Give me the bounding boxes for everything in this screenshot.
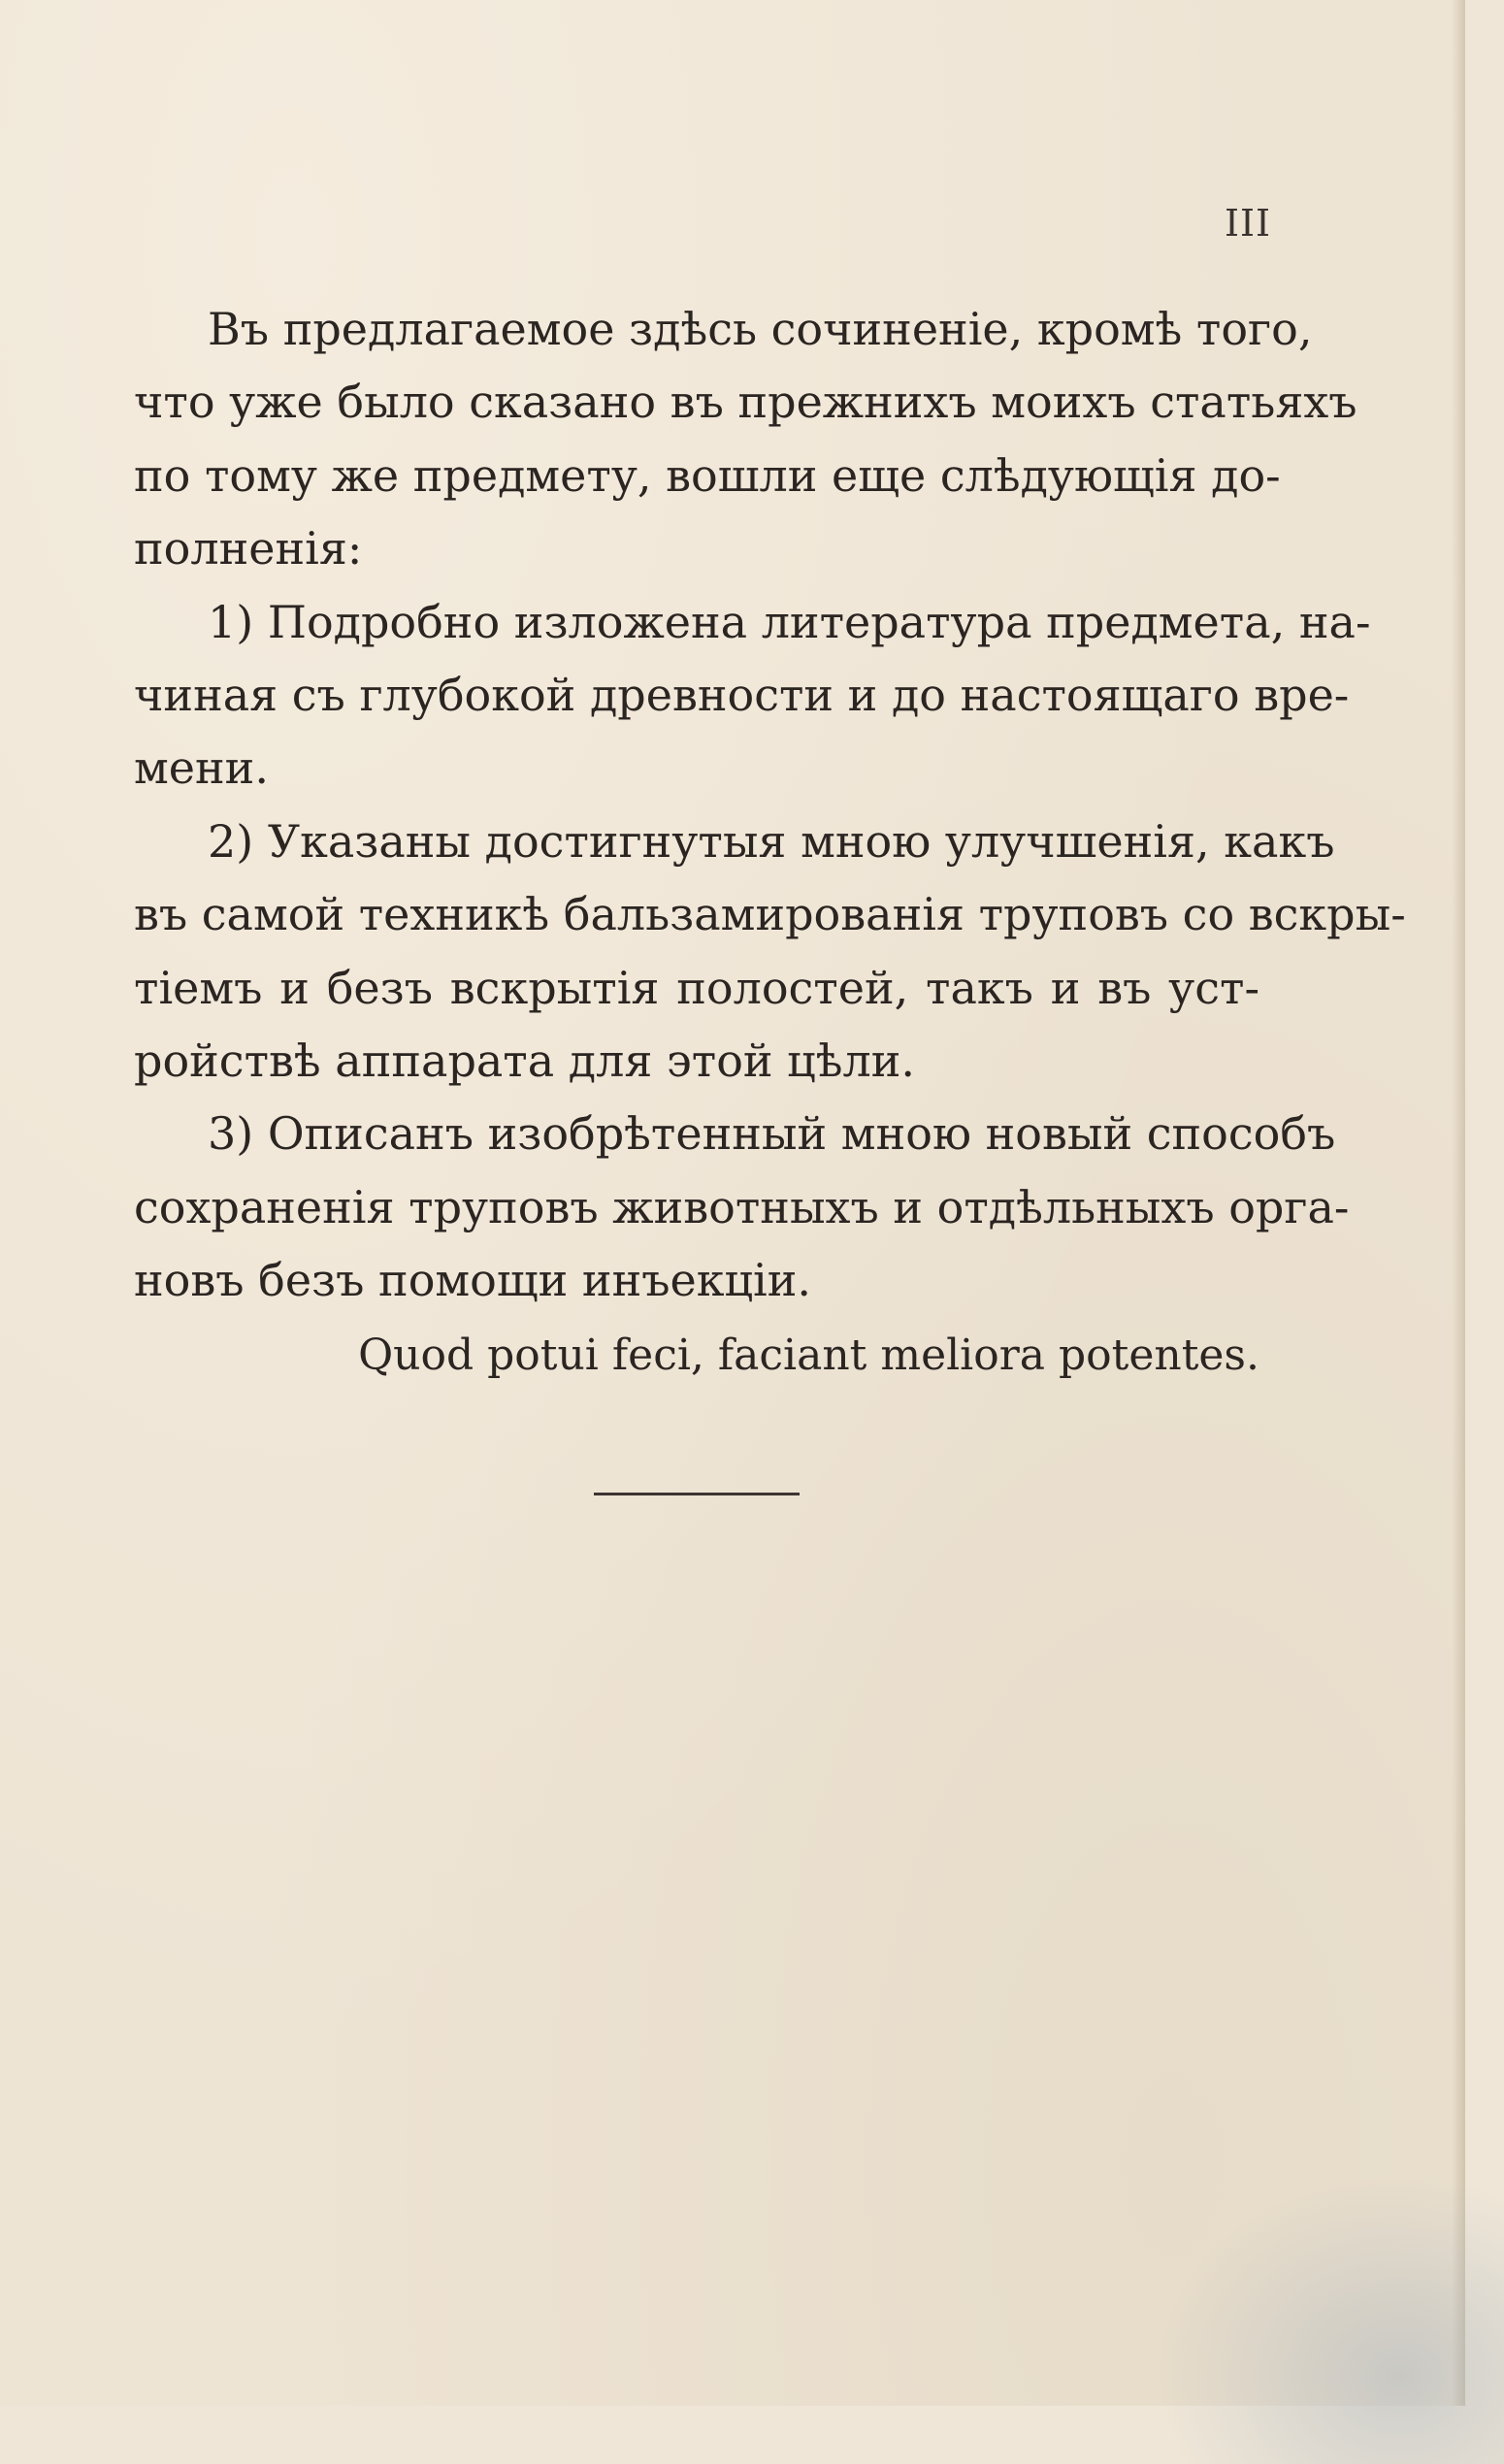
paragraph-4-line-2: сохраненія труповъ животныхъ и отдѣльныхъ орга- (134, 1180, 1350, 1233)
page-number: III (1225, 202, 1272, 245)
paragraph-3-line-1: 2) Указаны достигнутыя мною улучшенія, какъ (208, 814, 1335, 868)
latin-motto: Quod potui feci, faciant meliora potentes. (358, 1331, 1259, 1381)
body-text (134, 293, 1406, 1392)
paragraph-3-line-3: тіемъ и безъ вскрытія полостей, такъ и въ уст- (134, 961, 1259, 1014)
paragraph-1-line-2: что уже было сказано въ прежнихъ моихъ статьяхъ (134, 376, 1357, 429)
paragraph-1-line-3: по тому же предмету, вошли еще слѣдующія до- (134, 448, 1281, 502)
page-edge-shadow (1452, 0, 1465, 2406)
paragraph-4-line-1: 3) Описанъ изобрѣтенный мною новый способъ (208, 1107, 1336, 1161)
paragraph-2-line-2: чиная съ глубокой древности и до настоящаго вре- (134, 668, 1350, 721)
paragraph-3-line-2: въ самой техникѣ бальзамированія труповъ со вскры- (134, 888, 1406, 941)
closing-rule (594, 1493, 800, 1495)
paragraph-2-line-1: 1) Подробно изложена литература предмета, на- (208, 595, 1371, 648)
paragraph-2-line-3: мени. (134, 741, 269, 795)
paragraph-3-line-4: ройствѣ аппарата для этой цѣли. (134, 1034, 915, 1087)
paragraph-4-line-3: новъ безъ помощи инъекціи. (134, 1254, 812, 1307)
paragraph-1-line-4: полненія: (134, 522, 363, 575)
paragraph-1-line-1: Въ предлагаемое здѣсь сочиненіе, кромѣ того, (208, 303, 1313, 355)
